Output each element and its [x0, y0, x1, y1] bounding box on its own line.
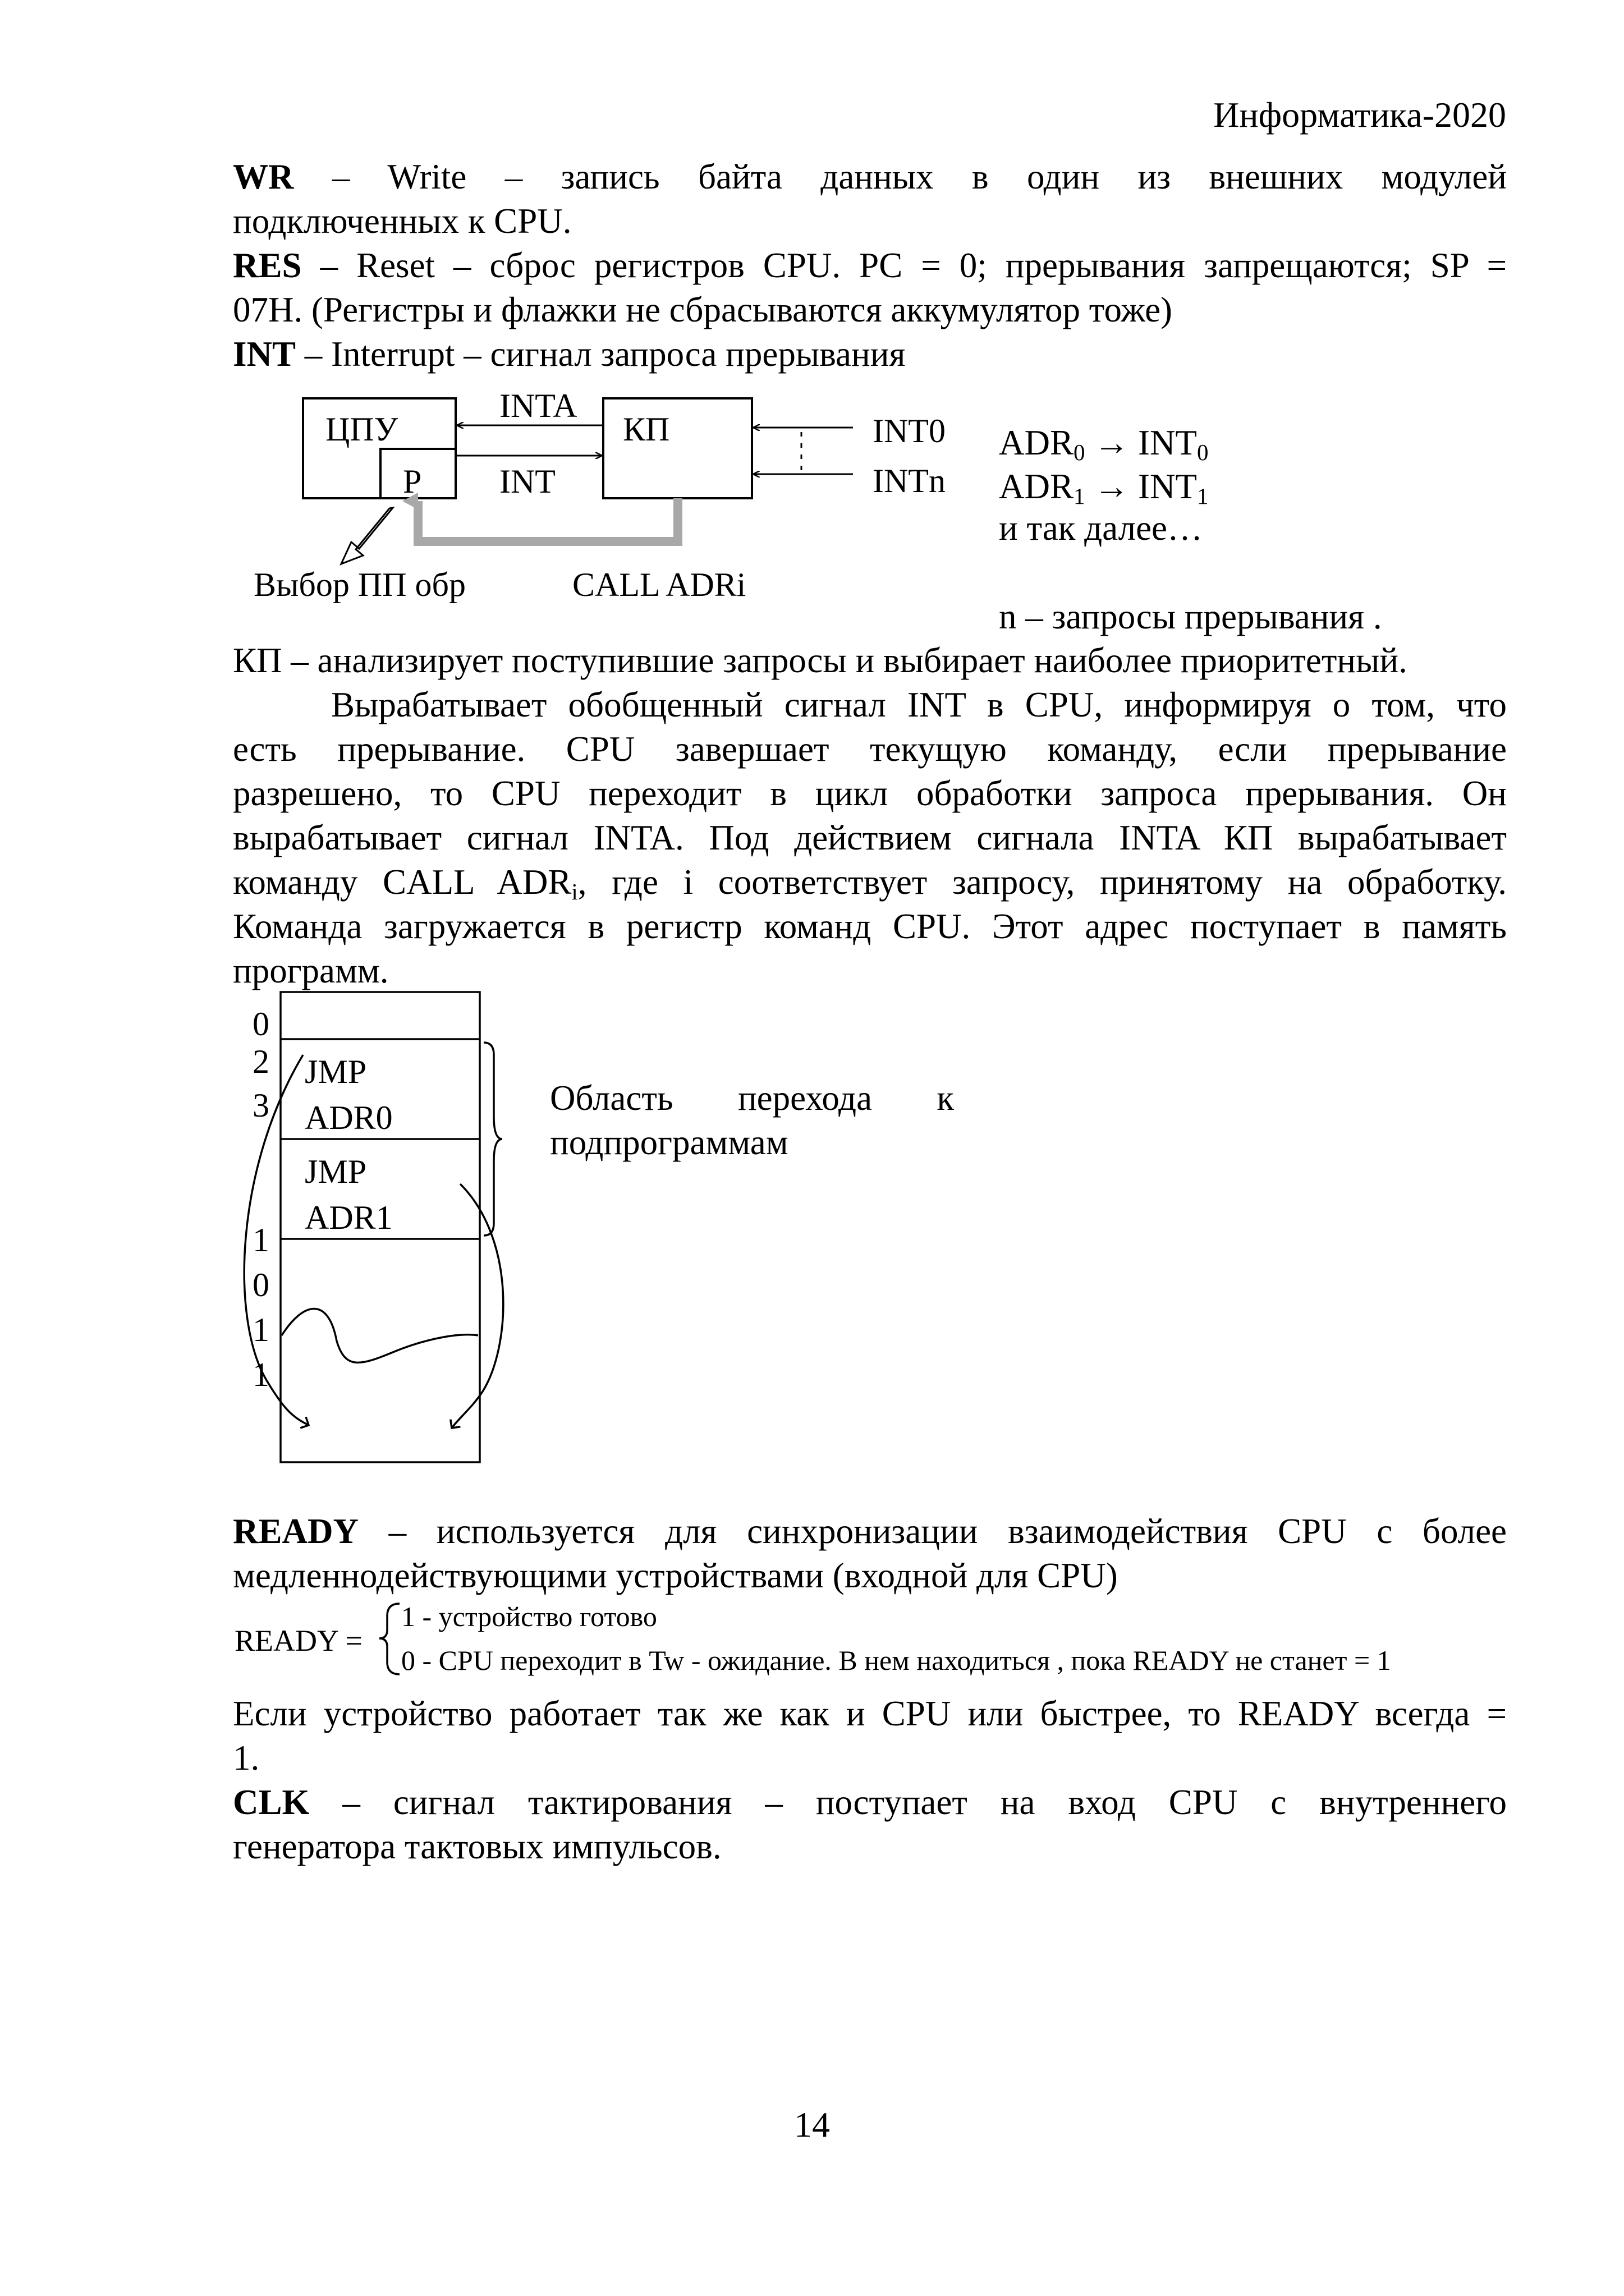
int0-label: INT0 — [873, 412, 946, 449]
ready-description: – используется для синхронизации взаимодействия CPU с более — [359, 1512, 1507, 1551]
page-number: 14 — [794, 2105, 830, 2145]
cell1-adr: ADR0 — [305, 1099, 393, 1136]
mapping-adr1: $ADR_1 \to INT_1$ — [999, 467, 1209, 509]
clk-line-1 — [233, 1780, 1507, 1825]
main-line-3: разрешено, то CPU переходит в цикл обработки запроса прерывания. Он — [233, 774, 1507, 813]
main-line-1: Вырабатывает обобщенный сигнал INT в CPU, информируя о том, что — [331, 685, 1507, 724]
clk-term: CLK — [233, 1783, 310, 1822]
wr-term: WR — [233, 157, 294, 196]
main-line-6: Команда загружается в регистр команд CPU. Этот адрес поступает в память — [233, 907, 1507, 946]
wr-line-2: подключенных к CPU. — [233, 201, 572, 241]
wr-description: – Write – запись байта данных в один из внешних модулей — [293, 157, 1507, 196]
ready-line-2: медленнодействующими устройствами (входной для CPU) — [233, 1556, 1118, 1595]
p-label: Р — [403, 463, 422, 500]
ready2-line-2: 1. — [233, 1738, 260, 1778]
formula-case-1: 1 - устройство готово — [401, 1601, 657, 1632]
main-line-2: есть прерывание. CPU завершает текущую команду, если прерывание — [233, 729, 1507, 769]
formula-case-2: 0 - CPU переходит в Tw - ожидание. В нем находиться , пока READY не станет = 1 — [401, 1645, 1391, 1676]
running-header: Информатика-2020 — [1213, 95, 1506, 135]
int-label: INT — [499, 463, 556, 500]
addr-3: 3 — [253, 1087, 269, 1124]
clk-description: – сигнал тактирования – поступает на вход CPU с внутреннего — [309, 1783, 1507, 1822]
intn-label: INTn — [873, 462, 946, 499]
int-term: INT — [233, 334, 296, 374]
main-line-7: программ. — [233, 951, 389, 990]
mapping-adr0: $ADR_0 \to INT_0$ — [999, 423, 1209, 466]
ready2-line-1: Если устройство работает так же как и CPU или быстрее, то READY всегда = — [233, 1694, 1507, 1733]
inta-label: INTA — [499, 387, 577, 424]
addr-bin-0: 1 — [253, 1222, 269, 1259]
res-term: RES — [233, 246, 302, 285]
cell2-jmp: JMP — [305, 1153, 367, 1190]
call-label: CALL ADRi — [572, 566, 746, 603]
kp-paragraph: КП – анализирует поступившие запросы и выбирает наиболее приоритетный. — [233, 641, 1407, 680]
n-requests: n – запросы прерывания . — [999, 597, 1382, 636]
addr-bin-2: 1 — [253, 1311, 269, 1348]
region-label-line-2: подпрограммам — [550, 1123, 788, 1162]
res-line-2: 07H. (Регистры и флажки не сбрасываются аккумулятор тоже) — [233, 290, 1173, 329]
clk-line-2: генератора тактовых импульсов. — [233, 1827, 722, 1866]
res-description: – Reset – сброс регистров CPU. PC = 0; прерывания запрещаются; SP = — [301, 246, 1507, 285]
and-so-on: и так далее… — [999, 508, 1203, 548]
addr-bin-3: 1 — [253, 1356, 269, 1393]
main-line-4: вырабатывает сигнал INTA. Под действием сигнала INTA КП вырабатывает — [233, 818, 1507, 857]
select-subroutine-label: Выбор ПП обр — [254, 566, 466, 603]
addr-2: 2 — [253, 1043, 269, 1080]
addr-bin-1: 0 — [253, 1266, 269, 1303]
ready-term: READY — [233, 1512, 359, 1551]
main-line-5: команду CALL $ADR_i$, где i соответствует запросу, принятому на обработку. — [233, 862, 1507, 905]
cell2-adr: ADR1 — [305, 1199, 393, 1236]
int-description: – Interrupt – сигнал запроса прерывания — [296, 334, 906, 374]
cell1-jmp: JMP — [305, 1053, 367, 1090]
cpu-label: ЦПУ — [325, 411, 398, 448]
addr-0: 0 — [253, 1005, 269, 1043]
region-label-line-1: Область перехода к — [550, 1078, 954, 1118]
kp-label: КП — [623, 411, 670, 448]
formula-lhs: READY = — [235, 1624, 363, 1657]
